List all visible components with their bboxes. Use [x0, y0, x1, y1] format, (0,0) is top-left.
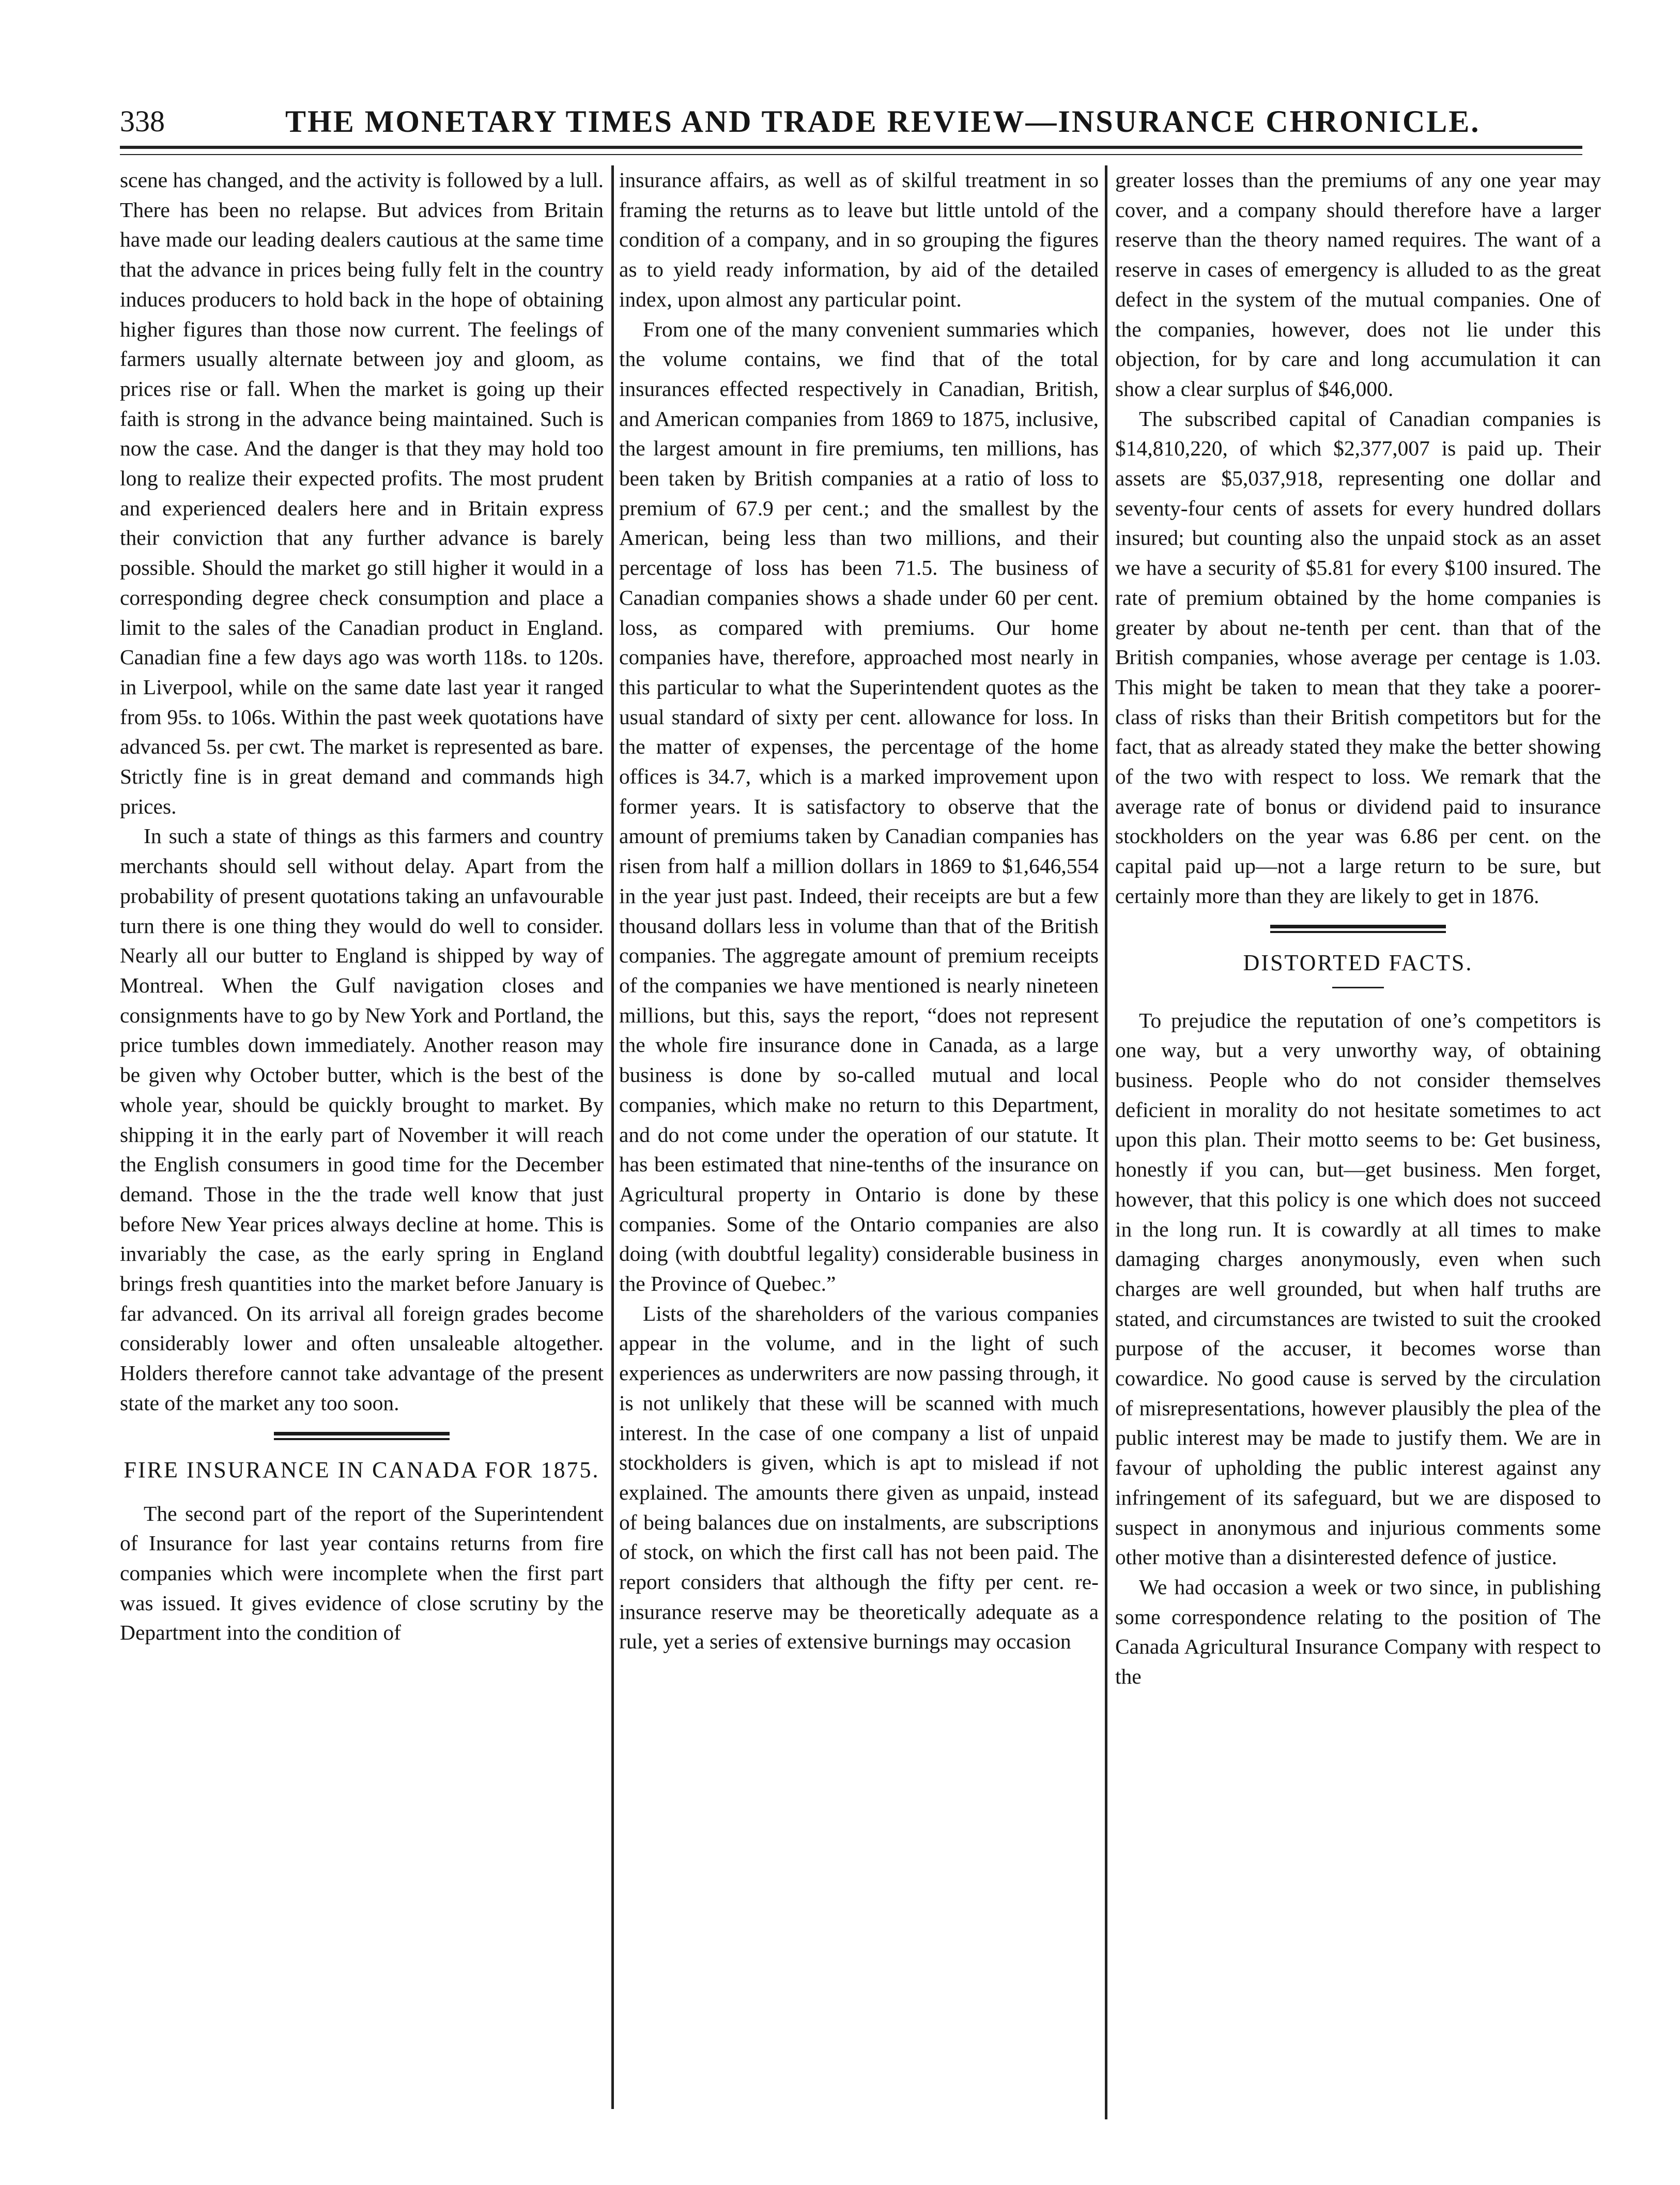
paragraph: To prejudice the reputation of one’s competitors is one way, but a very unworthy way, of obtaining business. People who do not consider themselves deficient in morality do not hesitate sometimes to act upon this plan. Their motto seems to be: Get business, honestly if you can, but—get business. Men forget, however, that this policy is one which does not succeed in the long run. It is cowardly at all times to make damaging charges anonymously, even when such charges are well grounded, but when half truths are stated, and circumstances are twisted to suit the crooked purpose of the accuser, it becomes worse than cowardice. No good cause is served by the circulation of misrepresentations, however plausibly the plea of the public interest may be made to justify them. We are in favour of upholding the public interest against any infringement of its safeguard, but we are disposed to suspect in anonymous and injurious comments some other motive than a disinterested defence of justice.: [1115, 1008, 1601, 1569]
paragraph: greater losses than the premiums of any one year may cover, and a company should therefore have a larger reserve than the theory named requires. The want of a reserve in cases of emergency is alluded to as the great defect in the system of the mutual companies. One of the companies, however, does not lie under this objection, for by care and long accumulation it can show a clear surplus of $46,000.: [1115, 168, 1601, 401]
paragraph: The second part of the report of the Superintendent of Insurance for last year contains returns from fire companies which were incomplete when the first part was issued. It gives evidence of close scrutiny by the Department into the condition of: [120, 1501, 604, 1645]
paragraph: In such a state of things as this farmers and country merchants should sell without delay. Apart from the probability of present quotations taking an unfavourable turn there is one thing they would do well to consider. Nearly all our butter to England is shipped by way of Montreal. When the Gulf navigation closes and consignments have to go by New York and Portland, the price tumbles down immediately. Another reason may be given why October butter, which is the best of the whole year, should be quickly brought to market. By shipping it in the early part of November it will reach the English consumers in good time for the December demand. Those in the the trade well know that just before New Year prices always decline at home. This is invariably the case, as the early spring in England brings fresh quantities into the market before January is far advanced. On its arrival all foreign grades become considerably lower and often unsaleable altogether. Holders therefore cannot take advantage of the present state of the market any too soon.: [120, 824, 604, 1415]
paragraph: The subscribed capital of Canadian companies is $14,810,220, of which $2,377,007 is paid up. Their assets are $5,037,918, representing one dollar and seventy-four cents of assets for every hundred dollars insured; but counting also the unpaid stock as an asset we have a security of $5.81 for every $100 insured. The rate of premium obtained by the home companies is greater by about ne-tenth per cent. than that of the British companies, whose average per centage is 1.03. This might be taken to mean that they take a poorer-class of risks than their British competitors but for the fact, that as already stated they make the better showing of the two with respect to loss. We remark that the average rate of bonus or dividend paid to insurance stockholders on the year was 6.86 per cent. on the capital paid up—not a large return to be sure, but certainly more than they are likely to get in 1876.: [1115, 406, 1601, 908]
column-1: [120, 165, 604, 2099]
page-number: 338: [120, 104, 165, 138]
column-divider-left: [611, 165, 614, 2109]
column-divider-right: [1105, 165, 1107, 2119]
paragraph: Lists of the shareholders of the various companies appear in the volume, and in the light of such experiences as underwriters are now passing through, it is not unlikely that these will be scanned with much interest. In the case of one company a list of unpaid stockholders is given, which is apt to mislead if not explained. The amounts there given as unpaid, instead of being balances due on instalments, are subscriptions of stock, on which the first call has not been paid. The report considers that although the fifty per cent. re-insurance reserve may be theoretically adequate as a rule, yet a series of extensive burnings may occasion: [619, 1301, 1099, 1654]
header-rule-thick: [120, 146, 1582, 149]
section-title-distorted-facts: DISTORTED FACTS.: [1243, 950, 1473, 975]
title-underline: [1332, 987, 1384, 988]
section-divider: [274, 1432, 450, 1440]
column-3: [1115, 165, 1601, 2099]
page-header: [120, 98, 1582, 140]
column-2: [619, 165, 1099, 2099]
paragraph: scene has changed, and the activity is followed by a lull. There has been no relapse. But advices from Britain have made our leading dealers cautious at the same time that the advance in prices being fully felt in the country induces producers to hold back in the hope of obtaining higher figures than those now current. The feelings of farmers usually alternate between joy and gloom, as prices rise or fall. When the market is going up their faith is strong in the advance being maintained. Such is now the case. And the danger is that they may hold too long to realize their expected profits. The most prudent and experienced dealers here and in Britain express their conviction that any further advance is barely possible. Should the market go still higher it would in a corresponding degree check consumption and place a limit to the sales of the Canadian product in England. Canadian fine a few days ago was worth 118s. to 120s. in Liverpool, while on the same date last year it ranged from 95s. to 106s. Within the past week quotations have advanced 5s. per cwt. The market is represented as bare. Strictly fine is in great demand and commands high prices.: [120, 168, 604, 818]
paragraph: insurance affairs, as well as of skilful treatment in so framing the returns as to leave but little untold of the condition of a company, and in so grouping the figures as to yield ready information, by aid of the detailed index, upon almost any particular point.: [619, 168, 1099, 311]
section-title-fire-insurance: FIRE INSURANCE IN CANADA FOR 1875.: [124, 1457, 600, 1483]
header-rule-thin: [120, 154, 1582, 155]
paragraph: We had occasion a week or two since, in publishing some correspondence relating to the position of The Canada Agricultural Insurance Company with respect to the: [1115, 1575, 1601, 1689]
paragraph: From one of the many convenient summaries which the volume contains, we find that of the total insurances effected respectively in Canadian, British, and American companies from 1869 to 1875, inclusive, the largest amount in fire premiums, ten millions, has been taken by British companies at a ratio of loss to premium of 67.9 per cent.; and the smallest by the American, being less than two millions, and their percentage of loss has been 71.5. The business of Canadian companies shows a shade under 60 per cent. loss, as compared with premiums. Our home companies have, therefore, approached most nearly in this particular to what the Superintendent quotes as the usual standard of sixty per cent. allowance for loss. In the matter of expenses, the percentage of the home offices is 34.7, which is a marked improvement upon former years. It is satisfactory to observe that the amount of premiums taken by Canadian companies has risen from half a million dollars in 1869 to $1,646,554 in the year just past. Indeed, their receipts are but a few thousand dollars less in volume than that of the British companies. The aggregate amount of premium receipts of the companies we have mentioned is nearly nineteen millions, but this, says the report, “does not represent the whole fire insurance done in Canada, as a large business is done by so-called mutual and local companies, which make no return to this Department, and do not come under the operation of our statute. It has been estimated that nine-tenths of the insurance on Agricultural property in Ontario is done by these companies. Some of the Ontario companies are also doing (with doubtful legality) considerable business in the Province of Quebec.”: [619, 317, 1099, 1296]
running-title: THE MONETARY TIMES AND TRADE REVIEW—INSURANCE CHRONICLE.: [285, 104, 1481, 139]
section-divider: [1270, 925, 1446, 933]
